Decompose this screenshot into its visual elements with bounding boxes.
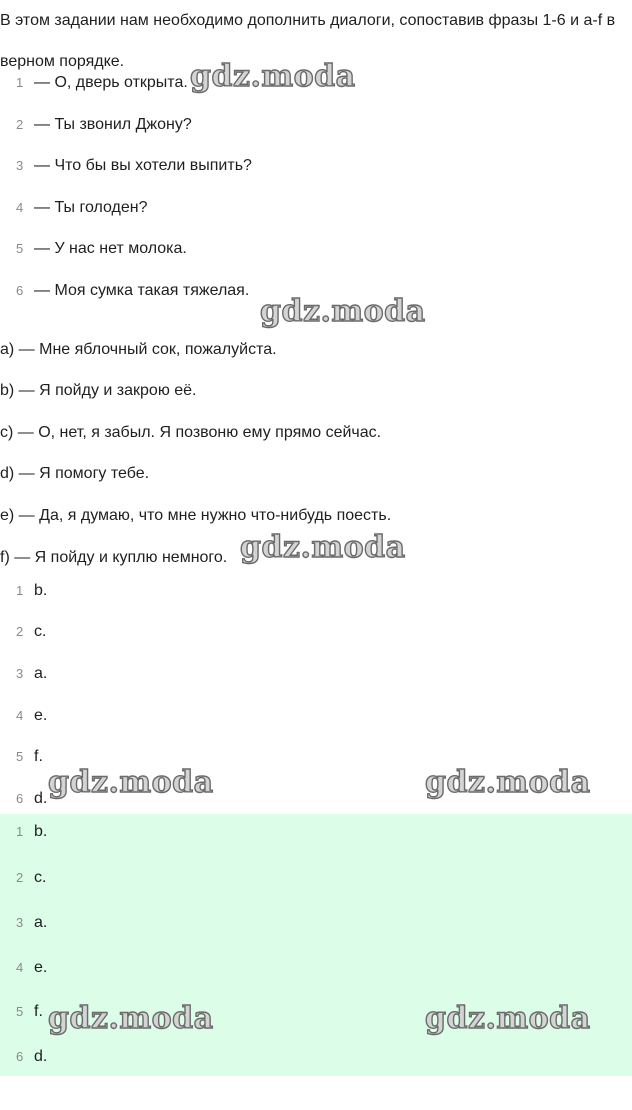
answer-number: 2 bbox=[16, 870, 24, 885]
answer-item bbox=[16, 580, 47, 602]
answer-text: b. bbox=[34, 582, 48, 599]
answer-text: e. bbox=[34, 707, 48, 724]
answer-number: 4 bbox=[16, 708, 24, 723]
phrase-item bbox=[16, 238, 187, 260]
answer-number: 5 bbox=[16, 749, 24, 764]
phrase-text: — У нас нет молока. bbox=[34, 240, 187, 257]
answer-text: c. bbox=[34, 623, 47, 640]
answer-item bbox=[16, 621, 46, 643]
answer-number: 3 bbox=[16, 666, 24, 681]
answer-text: d. bbox=[34, 790, 48, 807]
watermark: gdz.moda bbox=[425, 1001, 591, 1036]
phrase-number: 1 bbox=[16, 75, 24, 90]
answer-box-item bbox=[16, 912, 47, 934]
answer-number: 3 bbox=[16, 915, 24, 930]
reply-item: a) — Мне яблочный сок, пожалуйста. bbox=[0, 341, 277, 358]
watermark: gdz.moda bbox=[48, 1001, 214, 1036]
phrase-item bbox=[16, 280, 249, 302]
task-intro: В этом задании нам необходимо дополнить диалоги, сопоставив фразы 1-6 и a-f в верном порядке. bbox=[0, 12, 616, 70]
answer-item bbox=[16, 788, 47, 810]
answer-number: 1 bbox=[16, 824, 24, 839]
answer-box-item bbox=[16, 957, 47, 979]
phrase-text: — О, дверь открыта. bbox=[34, 74, 188, 91]
watermark: gdz.moda bbox=[425, 765, 591, 800]
answer-text: d. bbox=[34, 1048, 48, 1065]
answer-box-item bbox=[16, 1001, 43, 1023]
answer-text: b. bbox=[34, 823, 48, 840]
watermark: gdz.moda bbox=[240, 530, 406, 565]
phrase-item bbox=[16, 155, 252, 177]
answer-text: f. bbox=[34, 1003, 43, 1020]
answer-number: 6 bbox=[16, 1049, 24, 1064]
phrase-number: 4 bbox=[16, 200, 24, 215]
watermark: gdz.moda bbox=[48, 765, 214, 800]
answer-box-item bbox=[16, 867, 46, 889]
answer-text: f. bbox=[34, 748, 43, 765]
answer-box-item bbox=[16, 821, 47, 843]
answer-number: 6 bbox=[16, 791, 24, 806]
phrase-text: — Ты звонил Джону? bbox=[34, 116, 192, 133]
answer-item bbox=[16, 663, 47, 685]
phrase-number: 2 bbox=[16, 117, 24, 132]
phrase-number: 5 bbox=[16, 241, 24, 256]
watermark: gdz.moda bbox=[260, 294, 426, 329]
answer-number: 5 bbox=[16, 1004, 24, 1019]
phrase-number: 3 bbox=[16, 158, 24, 173]
phrase-text: — Ты голоден? bbox=[34, 199, 148, 216]
answer-item bbox=[16, 746, 43, 768]
answer-number: 4 bbox=[16, 960, 24, 975]
reply-item: b) — Я пойду и закрою её. bbox=[0, 382, 197, 399]
answer-text: e. bbox=[34, 959, 48, 976]
answer-box-item bbox=[16, 1046, 47, 1068]
phrase-item bbox=[16, 114, 192, 136]
phrase-item bbox=[16, 72, 188, 94]
phrase-item bbox=[16, 197, 148, 219]
phrase-number: 6 bbox=[16, 283, 24, 298]
answer-highlight-box bbox=[0, 814, 632, 1076]
answer-text: c. bbox=[34, 869, 47, 886]
answer-number: 2 bbox=[16, 624, 24, 639]
answer-text: a. bbox=[34, 914, 48, 931]
phrase-text: — Моя сумка такая тяжелая. bbox=[34, 282, 250, 299]
phrase-text: — Что бы вы хотели выпить? bbox=[34, 157, 252, 174]
watermark: gdz.moda bbox=[190, 59, 356, 94]
reply-item: c) — О, нет, я забыл. Я позвоню ему прямо сейчас. bbox=[0, 424, 382, 441]
reply-item: f) — Я пойду и куплю немного. bbox=[0, 549, 228, 566]
answer-text: a. bbox=[34, 665, 48, 682]
answer-number: 1 bbox=[16, 583, 24, 598]
reply-item: e) — Да, я думаю, что мне нужно что-нибудь поесть. bbox=[0, 507, 392, 524]
answer-item bbox=[16, 705, 47, 727]
reply-item: d) — Я помогу тебе. bbox=[0, 465, 150, 482]
